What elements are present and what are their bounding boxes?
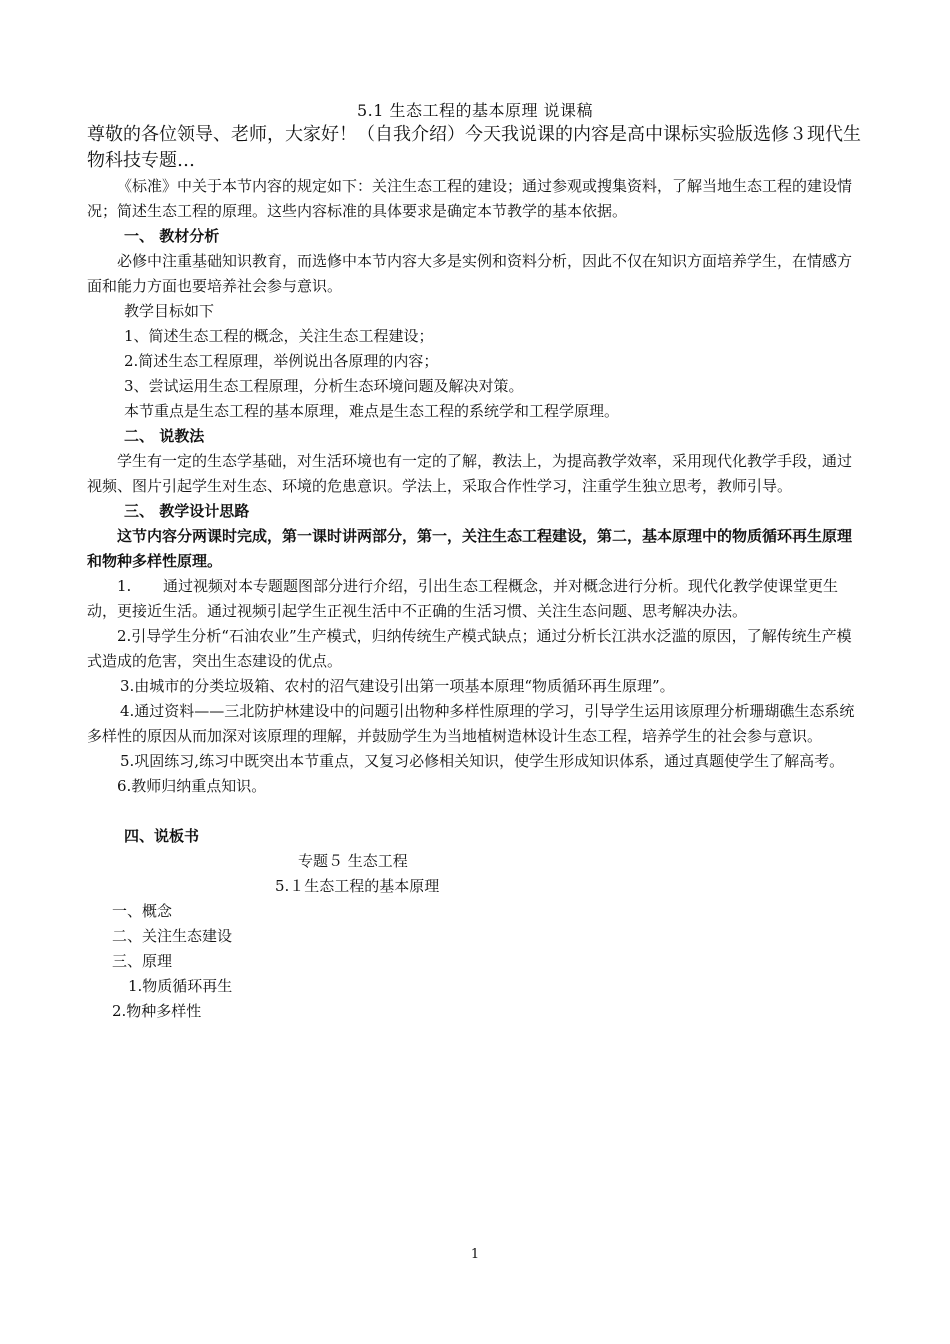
page-number: 1 [470,1247,480,1262]
board-subtitle: 5.１生态工程的基本原理 [275,877,440,895]
goal-item: 3、尝试运用生态工程原理，分析生态环境问题及解决对策。 [124,377,524,395]
section4-heading: 四、说板书 [124,827,200,845]
focus-paragraph: 本节重点是生态工程的基本原理，难点是生态工程的系统学和工程学原理。 [124,402,620,420]
goals-label: 教学目标如下 [124,302,215,320]
section3-intro: 这节内容分两课时完成，第一课时讲两部分，第一，关注生态工程建设，第二，基本原理中的物质循环再生原理和物种多样性原理。 [87,527,853,570]
standard-paragraph: 《标准》中关于本节内容的规定如下：关注生态工程的建设；通过参观或搜集资料，了解当地生态工程的建设情况；简述生态工程的原理。这些内容标准的具体要求是确定本节教学的基本依据。 [87,177,853,220]
section3-heading: 三、 教学设计思路 [124,502,250,520]
board-title: 专题５ 生态工程 [298,852,408,870]
board-item: 三、原理 [112,952,173,970]
design-item-2: 2.引导学生分析“石油农业”生产模式，归纳传统生产模式缺点；通过分析长江洪水泛滥的原因，了解传统生产模式造成的危害，突出生态建设的优点。 [87,627,852,670]
board-subitem: 1.物质循环再生 [128,977,233,995]
design-item-4: 4.通过资料——三北防护林建设中的问题引出物种多样性原理的学习，引导学生运用该原理分析珊瑚礁生态系统多样性的原因从而加深对该原理的理解，并鼓励学生为当地植树造林设计生态工程，培养学生的社会参与意识。 [87,702,855,745]
design-item-5: 5.巩固练习,练习中既突出本节重点，又复习必修相关知识，使学生形成知识体系，通过真题使学生了解高考。 [120,752,845,770]
section2-heading: 二、 说教法 [124,427,205,445]
section2-paragraph: 学生有一定的生态学基础，对生活环境也有一定的了解，教法上，为提高教学效率，采用现代化教学手段，通过视频、图片引起学生对生态、环境的危患意识。学法上，采取合作性学习，注重学生独立思考，教师引导。 [87,452,853,495]
design-item-1 [87,574,863,624]
section1-paragraph: 必修中注重基础知识教育，而选修中本节内容大多是实例和资料分析，因此不仅在知识方面培养学生，在情感方面和能力方面也要培养社会参与意识。 [87,252,853,295]
spacer [87,799,863,824]
board-subitem: 2.物种多样性 [112,1002,202,1020]
document-body [87,174,863,1024]
goal-item: 2.简述生态工程原理，举例说出各原理的内容； [124,352,439,370]
board-item: 一、概念 [112,902,173,920]
section1-heading: 一、 教材分析 [124,227,220,245]
design-item-6: 6.教师归纳重点知识。 [117,777,267,795]
design-item-1-number: 1. [117,577,132,595]
design-item-3: 3.由城市的分类垃圾箱、农村的沼气建设引出第一项基本原理“物质循环再生原理”。 [120,677,675,695]
document-title: 5.1 生态工程的基本原理 说课稿 [356,101,594,120]
goal-item: 1、简述生态工程的概念，关注生态工程建设； [124,327,434,345]
greeting-paragraph: 尊敬的各位领导、老师，大家好！（自我介绍）今天我说课的内容是高中课标实验版选修３现代生物科技专题… [87,124,861,171]
board-item: 二、关注生态建设 [112,927,233,945]
design-item-1-text: 通过视频对本专题题图部分进行介绍，引出生态工程概念，并对概念进行分析。现代化教学使课堂更生动，更接近生活。通过视频引起学生正视生活中不正确的生活习惯、关注生态问题、思考解决办法。 [87,577,839,620]
